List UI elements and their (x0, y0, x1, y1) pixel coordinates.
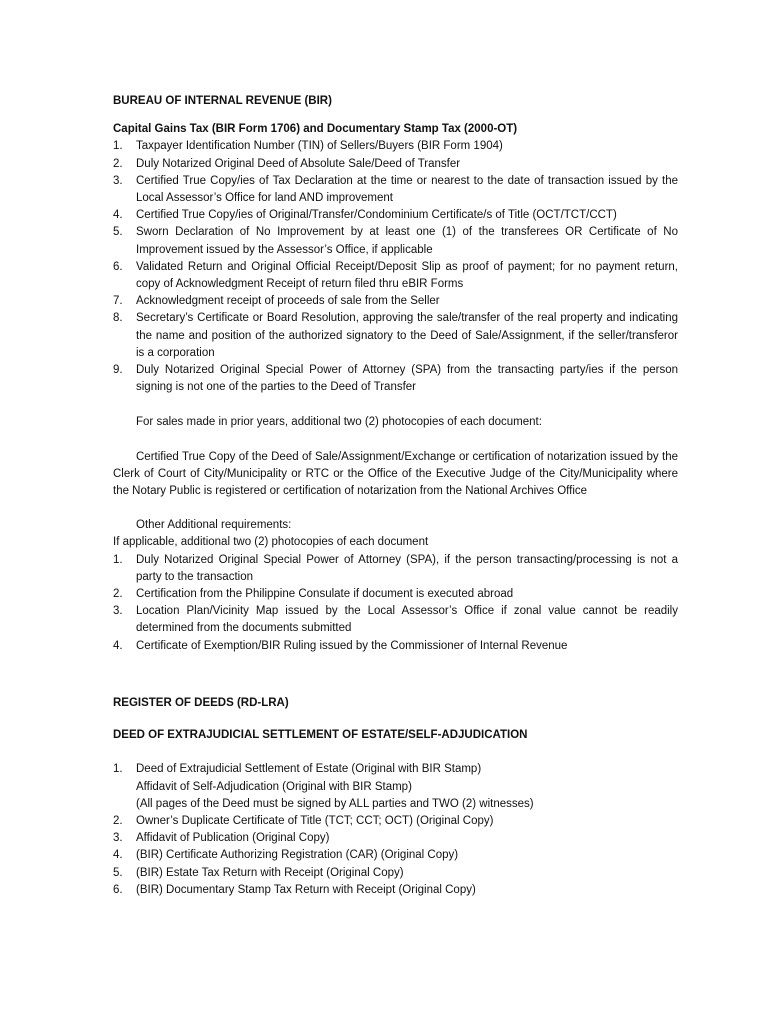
list-item: 2. Owner’s Duplicate Certificate of Title (TCT; CCT; OCT) (Original Copy) (113, 814, 494, 827)
bir-heading: BUREAU OF INTERNAL REVENUE (BIR) (113, 95, 332, 107)
additional-requirements-list (113, 552, 678, 655)
list-item: 1. Duly Notarized Original Special Power of Attorney (SPA), if the person transacting/processing is not a party to the transaction (113, 553, 678, 583)
list-item: 2. Certification from the Philippine Consulate if document is executed abroad (113, 588, 514, 601)
list-item: 7. Acknowledgment receipt of proceeds of sale from the Seller (113, 295, 440, 308)
list-item: 4. Certified True Copy/ies of Original/Transfer/Condominium Certificate/s of Title (OCT/TCT/CCT) (113, 209, 617, 222)
list-item: 6. (BIR) Documentary Stamp Tax Return with Receipt (Original Copy) (113, 883, 476, 896)
bir-requirements-list (113, 138, 678, 396)
list-item: 3. Location Plan/Vicinity Map issued by the Local Assessor’s Office if zonal value cannot be readily determined from the documents submitted (113, 605, 678, 635)
document-content (113, 93, 678, 899)
prior-years-note: For sales made in prior years, additional two (2) photocopies of each document: (136, 416, 542, 429)
list-item: 4. (BIR) Certificate Authorizing Registration (CAR) (Original Copy) (113, 849, 459, 862)
list-item: 6. Validated Return and Original Official Receipt/Deposit Slip as proof of payment; for no payment return, copy of Acknowledgment Receipt of return filed thru eBIR Forms (113, 260, 678, 291)
list-item: 3. Certified True Copy/ies of Tax Declaration at the time or nearest to the date of transaction issued by the Local Assessor’s Office for land AND improvement (113, 174, 678, 205)
rd-subheading: DEED OF EXTRAJUDICIAL SETTLEMENT OF ESTATE/SELF-ADJUDICATION (113, 729, 528, 742)
list-item: 9. Duly Notarized Original Special Power of Attorney (SPA) from the transacting party/ies if the person signing is not one of the parties to the Deed of Transfer (113, 364, 678, 394)
list-item: 1. Taxpayer Identification Number (TIN) of Sellers/Buyers (BIR Form 1904) (113, 140, 503, 153)
certified-copy-paragraph: Certified True Copy of the Deed of Sale/Assignment/Exchange or certification of notarization issued by the Clerk of Court of City/Municipality or RTC or the Office of the Executive Judge of the City/Municipality where the Notary Public is registered or certification of notarization from the National Archives Office (113, 450, 678, 498)
other-additional-requirements: Other Additional requirements: (136, 519, 292, 532)
list-item: 5. Sworn Declaration of No Improvement by at least one (1) of the transferees OR Certificate of No Improvement issued by the Assessor’s Office, if applicable (113, 226, 678, 256)
list-item: 2. Duly Notarized Original Deed of Absolute Sale/Deed of Transfer (113, 157, 461, 170)
list-item: 3. Affidavit of Publication (Original Copy) (113, 832, 330, 845)
list-item: 8. Secretary’s Certificate or Board Resolution, approving the sale/transfer of the real property and indicating the name and position of the authorized signatory to the Deed of Sale/Assignment, if the seller/transferor is a corporation (113, 312, 678, 359)
rd-requirements-list (113, 761, 678, 899)
list-item: 5. (BIR) Estate Tax Return with Receipt (Original Copy) (113, 866, 404, 879)
rd-heading: REGISTER OF DEEDS (RD-LRA) (113, 696, 289, 709)
if-applicable-note: If applicable, additional two (2) photocopies of each document (113, 536, 429, 549)
list-item: 4. Certificate of Exemption/BIR Ruling issued by the Commissioner of Internal Revenue (113, 639, 568, 652)
bir-subheading: Capital Gains Tax (BIR Form 1706) and Documentary Stamp Tax (2000-OT) (113, 123, 518, 136)
list-item: 1. Deed of Extrajudicial Settlement of Estate (Original with BIR Stamp) Affidavit of Self-Adjudication (Original with BIR Stamp) (All pages of the Deed must be signed by ALL parties and TWO (2) witnesses) (113, 763, 534, 810)
